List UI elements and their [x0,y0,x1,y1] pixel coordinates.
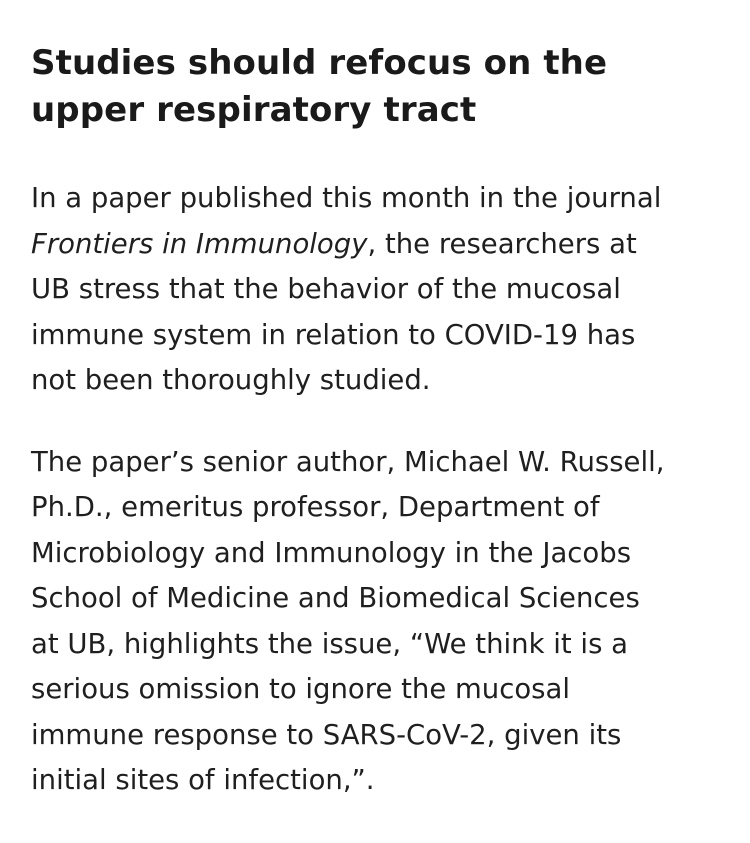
paragraph-2 [31,440,731,804]
article [31,40,731,804]
heading-line-2: upper respiratory tract [31,90,477,130]
paragraph-1-line-2-rest: , the researchers at [367,227,637,260]
paragraph-2-line-7: immune response to SARS-CoV-2, given its [31,718,622,751]
paragraph-1-line-3: UB stress that the behavior of the mucosal [31,273,621,305]
heading-line-1: Studies should refocus on the [31,43,608,83]
paragraph-1-line-4: immune system in relation to COVID-19 has [31,318,636,351]
paragraph-1-line-2 [31,222,731,268]
paragraph-1-line-1: In a paper published this month in the journal [31,182,662,214]
paragraph-1-line-5: not been thoroughly studied. [31,364,431,396]
paragraph-2-line-3: Microbiology and Immunology in the Jacobs [31,536,632,569]
paragraph-2-line-2: Ph.D., emeritus professor, Department of [31,491,600,523]
paragraph-2-line-8: initial sites of infection,”. [31,764,375,796]
section-heading [31,40,731,134]
paragraph-2-line-6: serious omission to ignore the mucosal [31,673,570,705]
paragraph-2-line-1: The paper’s senior author, Michael W. Russell, [31,445,665,478]
paragraph-2-line-4: School of Medicine and Biomedical Sciences [31,582,640,614]
paragraph-1 [31,176,731,404]
paragraph-2-line-5: at UB, highlights the issue, “We think it is a [31,627,628,660]
journal-name: Frontiers in Immunology [31,227,368,260]
